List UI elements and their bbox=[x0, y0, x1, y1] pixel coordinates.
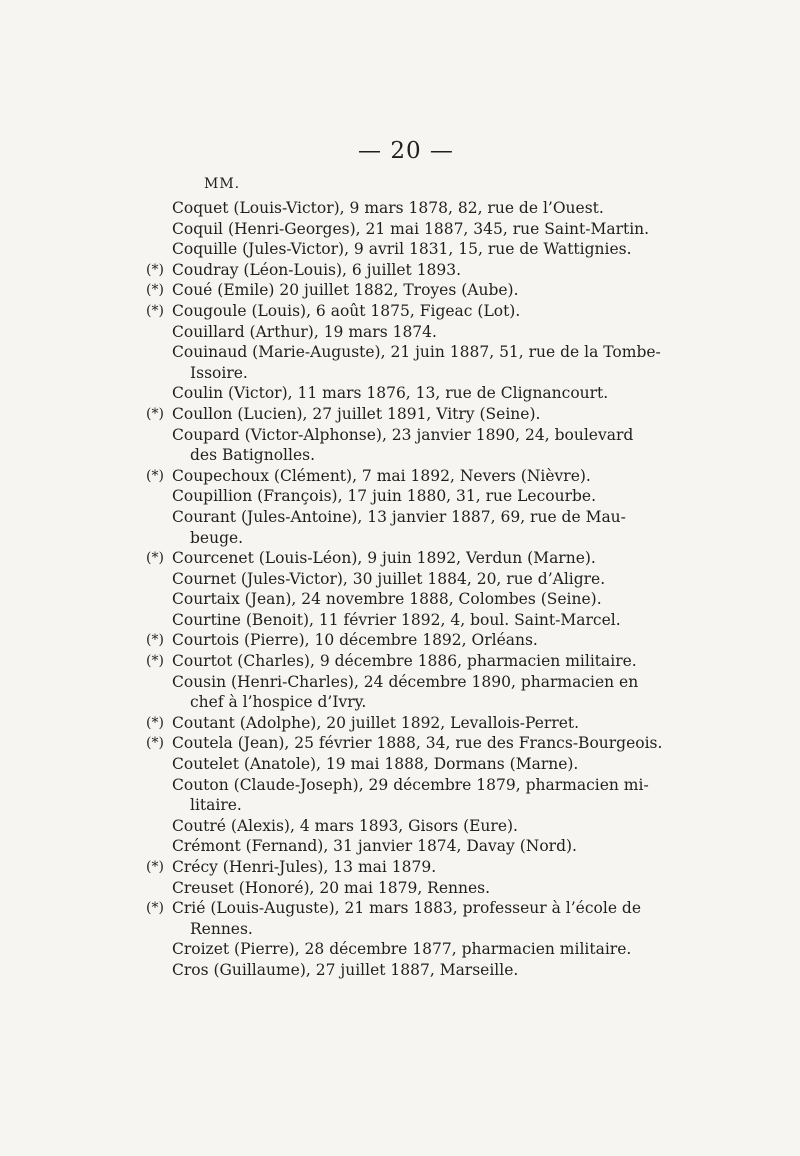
asterisk-marker: (*) bbox=[146, 467, 164, 484]
list-item bbox=[0, 219, 800, 240]
page-number: — 20 — bbox=[358, 138, 454, 164]
list-item bbox=[0, 857, 800, 878]
list-item bbox=[0, 466, 800, 487]
entry-text: Coué (Emile) 20 juillet 1882, Troyes (Aube). bbox=[172, 281, 519, 300]
entry-continuation: litaire. bbox=[190, 796, 242, 815]
asterisk-marker: (*) bbox=[146, 550, 164, 567]
entry-text: Croizet (Pierre), 28 décembre 1877, pharmacien militaire. bbox=[172, 940, 632, 959]
entry-text: Courtot (Charles), 9 décembre 1886, pharmacien militaire. bbox=[172, 652, 637, 671]
asterisk-marker: (*) bbox=[146, 302, 164, 319]
entry-text: Courtaix (Jean), 24 novembre 1888, Colombes (Seine). bbox=[172, 590, 602, 609]
entry-continuation: beuge. bbox=[190, 528, 244, 547]
asterisk-marker: (*) bbox=[146, 653, 164, 670]
list-item bbox=[0, 425, 800, 466]
entry-text: Coudray (Léon-Louis), 6 juillet 1893. bbox=[172, 260, 462, 279]
entry-text: Coupard (Victor-Alphonse), 23 janvier 1890, 24, boulevard bbox=[172, 425, 634, 444]
entry-text: Cros (Guillaume), 27 juillet 1887, Marseille. bbox=[172, 960, 519, 979]
entry-text: Coutelet (Anatole), 19 mai 1888, Dormans (Marne). bbox=[172, 755, 579, 774]
entry-text: Coullon (Lucien), 27 juillet 1891, Vitry (Seine). bbox=[172, 404, 541, 423]
entry-text: Crécy (Henri-Jules), 13 mai 1879. bbox=[172, 858, 437, 876]
list-item bbox=[0, 507, 800, 548]
asterisk-marker: (*) bbox=[146, 735, 164, 752]
list-item bbox=[0, 342, 800, 383]
entry-text: Courtine (Benoit), 11 février 1892, 4, boul. Saint-Marcel. bbox=[172, 610, 621, 629]
list-item bbox=[0, 898, 800, 939]
asterisk-marker: (*) bbox=[146, 405, 164, 422]
list-item bbox=[0, 878, 800, 899]
list-item bbox=[0, 404, 800, 425]
list-item bbox=[0, 754, 800, 775]
entry-text: Coquil (Henri-Georges), 21 mai 1887, 345, rue Saint-Martin. bbox=[172, 219, 650, 238]
asterisk-marker: (*) bbox=[146, 632, 164, 649]
entry-text: Coquille (Jules-Victor), 9 avril 1831, 15, rue de Wattignies. bbox=[172, 240, 632, 259]
list-item bbox=[0, 775, 800, 816]
entry-text: Coutant (Adolphe), 20 juillet 1892, Levallois-Perret. bbox=[172, 713, 580, 732]
entry-text: Coupillion (François), 17 juin 1880, 31, rue Lecourbe. bbox=[172, 487, 596, 506]
list-item bbox=[0, 486, 800, 507]
asterisk-marker: (*) bbox=[146, 859, 164, 875]
entry-continuation: Rennes. bbox=[190, 919, 253, 938]
list-item bbox=[0, 322, 800, 343]
asterisk-marker: (*) bbox=[146, 261, 164, 278]
list-item bbox=[0, 733, 800, 754]
list-item bbox=[0, 651, 800, 672]
entry-text: Coutela (Jean), 25 février 1888, 34, rue des Francs-Bourgeois. bbox=[172, 734, 663, 753]
list-item bbox=[0, 610, 800, 631]
list-item bbox=[0, 836, 800, 857]
list-item bbox=[0, 569, 800, 590]
list-item bbox=[0, 713, 800, 734]
entry-text: Couinaud (Marie-Auguste), 21 juin 1887, 51, rue de la Tombe- bbox=[172, 343, 661, 362]
entry-list bbox=[0, 198, 800, 981]
list-item bbox=[0, 280, 800, 301]
list-item bbox=[0, 548, 800, 569]
entry-text: Coulin (Victor), 11 mars 1876, 13, rue de Clignancourt. bbox=[172, 384, 609, 403]
list-item bbox=[0, 816, 800, 837]
entry-text: Cousin (Henri-Charles), 24 décembre 1890, pharmacien en bbox=[172, 672, 639, 691]
entry-text: Cougoule (Louis), 6 août 1875, Figeac (Lot). bbox=[172, 301, 521, 320]
list-item bbox=[0, 939, 800, 960]
entry-text: Courant (Jules-Antoine), 13 janvier 1887, 69, rue de Mau- bbox=[172, 507, 626, 526]
asterisk-marker: (*) bbox=[146, 900, 164, 917]
list-item bbox=[0, 960, 800, 981]
asterisk-marker: (*) bbox=[146, 714, 164, 731]
entry-continuation: chef à l’hospice d’Ivry. bbox=[190, 693, 367, 712]
entry-text: Creuset (Honoré), 20 mai 1879, Rennes. bbox=[172, 878, 491, 897]
asterisk-marker: (*) bbox=[146, 282, 164, 299]
entry-text: Cournet (Jules-Victor), 30 juillet 1884, 20, rue d’Aligre. bbox=[172, 569, 606, 588]
list-item bbox=[0, 589, 800, 610]
list-item bbox=[0, 630, 800, 651]
entry-text: Couillard (Arthur), 19 mars 1874. bbox=[172, 322, 437, 341]
list-item bbox=[0, 672, 800, 713]
entry-text: Coquet (Louis-Victor), 9 mars 1878, 82, rue de l’Ouest. bbox=[172, 199, 604, 217]
entry-text: Coutré (Alexis), 4 mars 1893, Gisors (Eure). bbox=[172, 816, 518, 835]
entry-text: Crémont (Fernand), 31 janvier 1874, Davay (Nord). bbox=[172, 837, 577, 856]
entry-text: Courcenet (Louis-Léon), 9 juin 1892, Verdun (Marne). bbox=[172, 549, 596, 568]
entry-text: Crié (Louis-Auguste), 21 mars 1883, professeur à l’école de bbox=[172, 899, 642, 918]
entry-text: Couton (Claude-Joseph), 29 décembre 1879, pharmacien mi- bbox=[172, 775, 649, 794]
entry-text: Courtois (Pierre), 10 décembre 1892, Orléans. bbox=[172, 631, 538, 650]
entry-continuation: des Batignolles. bbox=[190, 446, 315, 465]
list-item bbox=[0, 198, 800, 219]
list-item bbox=[0, 260, 800, 281]
list-item bbox=[0, 301, 800, 322]
entry-text: Coupechoux (Clément), 7 mai 1892, Nevers (Nièvre). bbox=[172, 466, 591, 485]
entry-continuation: Issoire. bbox=[190, 363, 248, 382]
honorific-heading: MM. bbox=[204, 176, 241, 192]
list-item bbox=[0, 383, 800, 404]
list-item bbox=[0, 239, 800, 260]
